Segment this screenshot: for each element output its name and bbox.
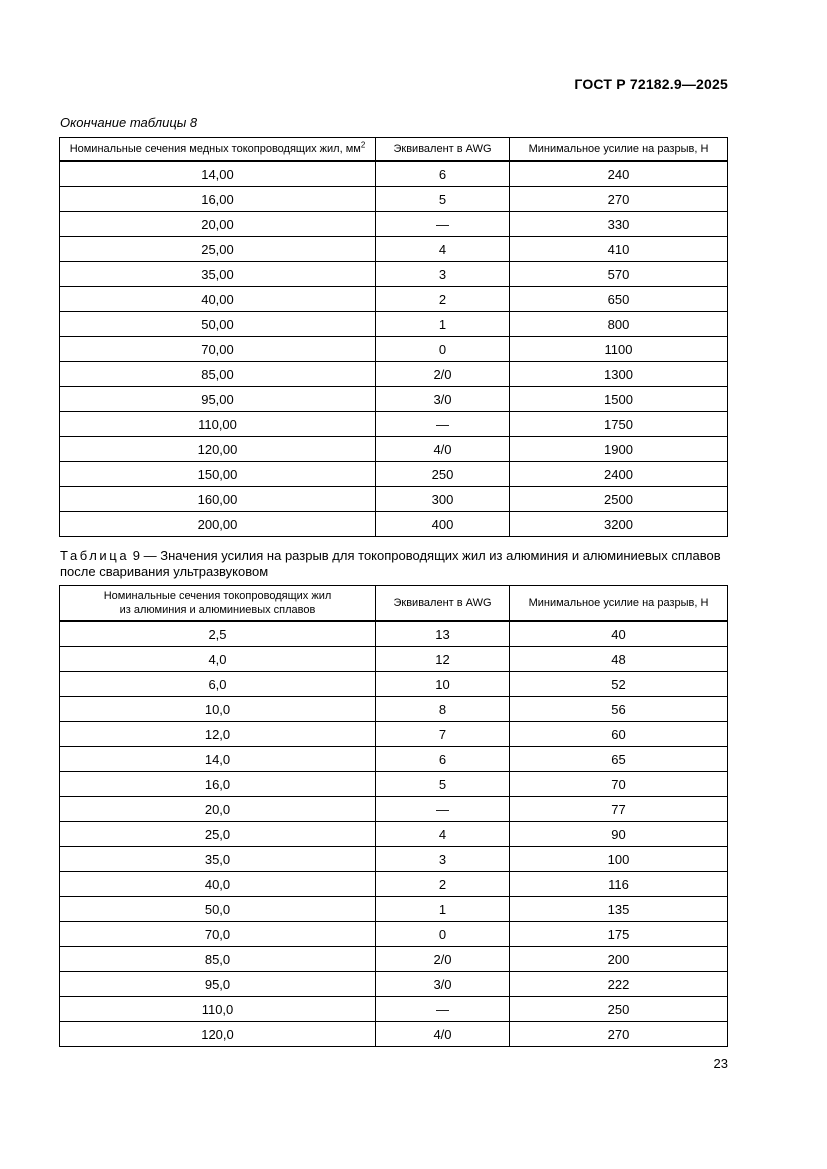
table8-force-cell: 2400	[510, 462, 728, 487]
table8-cross-section-cell: 35,00	[60, 262, 376, 287]
table9-row	[60, 647, 728, 672]
table8-awg-cell: —	[376, 412, 510, 437]
table9-awg-cell: 3	[376, 847, 510, 872]
table9-header-line2: из алюминия и алюминиевых сплавов	[119, 604, 316, 616]
table9-row	[60, 722, 728, 747]
table8-awg-cell: 5	[376, 187, 510, 212]
table9-force-cell: 135	[510, 897, 728, 922]
table9-cross-section-cell: 25,0	[60, 822, 376, 847]
table8-force-cell: 1300	[510, 362, 728, 387]
table8-header-cross-section-text: Номинальные сечения медных токопроводящих жил, мм	[69, 143, 361, 155]
table9-force-cell: 270	[510, 1022, 728, 1047]
table8-awg-cell: 0	[376, 337, 510, 362]
table8-row	[60, 437, 728, 462]
table9-awg-cell: 10	[376, 672, 510, 697]
table9-row	[60, 972, 728, 997]
table8-cross-section-cell: 85,00	[60, 362, 376, 387]
table8-cross-section-cell: 20,00	[60, 212, 376, 237]
table9-force-cell: 200	[510, 947, 728, 972]
table9-row	[60, 872, 728, 897]
table8-awg-cell: 400	[376, 512, 510, 537]
table9-awg-cell: 4/0	[376, 1022, 510, 1047]
table8-row	[60, 512, 728, 537]
table8-header-row	[60, 138, 728, 162]
table8-awg-cell: 300	[376, 487, 510, 512]
table9-awg-cell: —	[376, 797, 510, 822]
table9-row	[60, 822, 728, 847]
table9-cross-section-cell: 95,0	[60, 972, 376, 997]
table8-awg-cell: 2/0	[376, 362, 510, 387]
table8-force-cell: 270	[510, 187, 728, 212]
table9-cross-section-cell: 35,0	[60, 847, 376, 872]
table9-caption-text: 9 — Значения усилия на разрыв для токопроводящих жил из алюминия и алюминиевых сплавов после сваривания ультразвуковом	[60, 548, 721, 579]
table8-cross-section-cell: 50,00	[60, 312, 376, 337]
table9-row	[60, 947, 728, 972]
table9-cross-section-cell: 110,0	[60, 997, 376, 1022]
table8-cross-section-cell: 14,00	[60, 161, 376, 187]
table8-awg-cell: 3/0	[376, 387, 510, 412]
table8-awg-cell: 3	[376, 262, 510, 287]
table9-awg-cell: 2	[376, 872, 510, 897]
document-code: ГОСТ Р 72182.9—2025	[574, 76, 728, 92]
table8-row	[60, 287, 728, 312]
table8-cross-section-cell: 160,00	[60, 487, 376, 512]
table8-force-cell: 3200	[510, 512, 728, 537]
table9-cross-section-cell: 14,0	[60, 747, 376, 772]
table9-row	[60, 672, 728, 697]
table8-awg-cell: 4	[376, 237, 510, 262]
table8-row	[60, 412, 728, 437]
table9-cross-section-cell: 2,5	[60, 621, 376, 647]
table8-force-cell: 1100	[510, 337, 728, 362]
table8-awg-cell: 2	[376, 287, 510, 312]
table9-cross-section-cell: 70,0	[60, 922, 376, 947]
table8-force-cell: 330	[510, 212, 728, 237]
table9-awg-cell: 3/0	[376, 972, 510, 997]
table8-header-unit-sup: 2	[360, 140, 366, 150]
table8-force-cell: 800	[510, 312, 728, 337]
table9-body	[60, 621, 728, 1047]
table8-row	[60, 337, 728, 362]
table9-awg-cell: 5	[376, 772, 510, 797]
table8-row	[60, 362, 728, 387]
table9-cross-section-cell: 120,0	[60, 1022, 376, 1047]
table8-row	[60, 387, 728, 412]
table8-awg-cell: 250	[376, 462, 510, 487]
table8-awg-cell: —	[376, 212, 510, 237]
table8-row	[60, 262, 728, 287]
table8-force-cell: 650	[510, 287, 728, 312]
table9-header-row	[60, 586, 728, 622]
table8-cross-section-cell: 200,00	[60, 512, 376, 537]
table8-cross-section-cell: 16,00	[60, 187, 376, 212]
table9-cross-section-cell: 85,0	[60, 947, 376, 972]
table8-row	[60, 237, 728, 262]
table8-awg-cell: 6	[376, 161, 510, 187]
table8-cross-section-cell: 95,00	[60, 387, 376, 412]
table8-cross-section-cell: 25,00	[60, 237, 376, 262]
table9-row	[60, 1022, 728, 1047]
table9-force-cell: 116	[510, 872, 728, 897]
table8-awg-cell: 4/0	[376, 437, 510, 462]
table8-force-cell: 1750	[510, 412, 728, 437]
table9-awg-cell: 8	[376, 697, 510, 722]
table-8	[59, 137, 728, 537]
table9-force-cell: 175	[510, 922, 728, 947]
table9-force-cell: 250	[510, 997, 728, 1022]
table8-cross-section-cell: 110,00	[60, 412, 376, 437]
table9-row	[60, 772, 728, 797]
table9-awg-cell: 4	[376, 822, 510, 847]
table9-force-cell: 52	[510, 672, 728, 697]
table9-cross-section-cell: 10,0	[60, 697, 376, 722]
table9-force-cell: 48	[510, 647, 728, 672]
table8-force-cell: 570	[510, 262, 728, 287]
table8-awg-cell: 1	[376, 312, 510, 337]
table8-row	[60, 312, 728, 337]
table9-force-cell: 77	[510, 797, 728, 822]
table8-header-awg: Эквивалент в AWG	[376, 138, 510, 162]
table9-awg-cell: 6	[376, 747, 510, 772]
table9-awg-cell: 12	[376, 647, 510, 672]
table9-row	[60, 997, 728, 1022]
table9-force-cell: 40	[510, 621, 728, 647]
table9-force-cell: 100	[510, 847, 728, 872]
table9-force-cell: 90	[510, 822, 728, 847]
table9-cross-section-cell: 6,0	[60, 672, 376, 697]
table9-force-cell: 60	[510, 722, 728, 747]
table8-header-cross-section	[60, 138, 376, 162]
table8-force-cell: 410	[510, 237, 728, 262]
table9-cross-section-cell: 16,0	[60, 772, 376, 797]
table9-awg-cell: 0	[376, 922, 510, 947]
table9-cross-section-cell: 20,0	[60, 797, 376, 822]
table9-cross-section-cell: 40,0	[60, 872, 376, 897]
table9-awg-cell: 2/0	[376, 947, 510, 972]
table9-row	[60, 847, 728, 872]
table8-row	[60, 462, 728, 487]
table8-row	[60, 487, 728, 512]
table9-cross-section-cell: 4,0	[60, 647, 376, 672]
table9-row	[60, 897, 728, 922]
page-number: 23	[713, 1056, 728, 1071]
table9-force-cell: 70	[510, 772, 728, 797]
table8-row	[60, 187, 728, 212]
table9-awg-cell: —	[376, 997, 510, 1022]
table8-cross-section-cell: 150,00	[60, 462, 376, 487]
table9-caption	[60, 548, 732, 580]
table8-cross-section-cell: 40,00	[60, 287, 376, 312]
table9-caption-label: Таблица	[60, 548, 130, 563]
table9-force-cell: 222	[510, 972, 728, 997]
table8-continuation-caption: Окончание таблицы 8	[60, 115, 198, 130]
table9-header-line1: Номинальные сечения токопроводящих жил	[103, 590, 332, 602]
table9-row	[60, 621, 728, 647]
table9-header-force: Минимальное усилие на разрыв, Н	[510, 586, 728, 622]
table8-row	[60, 212, 728, 237]
table9-header-awg: Эквивалент в AWG	[376, 586, 510, 622]
table9-header-cross-section	[60, 586, 376, 622]
table9-cross-section-cell: 50,0	[60, 897, 376, 922]
table8-force-cell: 1500	[510, 387, 728, 412]
table8-force-cell: 1900	[510, 437, 728, 462]
table9-force-cell: 56	[510, 697, 728, 722]
table8-row	[60, 161, 728, 187]
table8-cross-section-cell: 70,00	[60, 337, 376, 362]
table9-awg-cell: 7	[376, 722, 510, 747]
table9-awg-cell: 13	[376, 621, 510, 647]
table9-row	[60, 922, 728, 947]
table8-body	[60, 161, 728, 537]
table-9	[59, 585, 728, 1047]
table9-force-cell: 65	[510, 747, 728, 772]
table9-cross-section-cell: 12,0	[60, 722, 376, 747]
table9-row	[60, 797, 728, 822]
table8-header-force: Минимальное усилие на разрыв, Н	[510, 138, 728, 162]
table9-awg-cell: 1	[376, 897, 510, 922]
table8-cross-section-cell: 120,00	[60, 437, 376, 462]
table9-row	[60, 747, 728, 772]
table8-force-cell: 2500	[510, 487, 728, 512]
table8-force-cell: 240	[510, 161, 728, 187]
table9-row	[60, 697, 728, 722]
